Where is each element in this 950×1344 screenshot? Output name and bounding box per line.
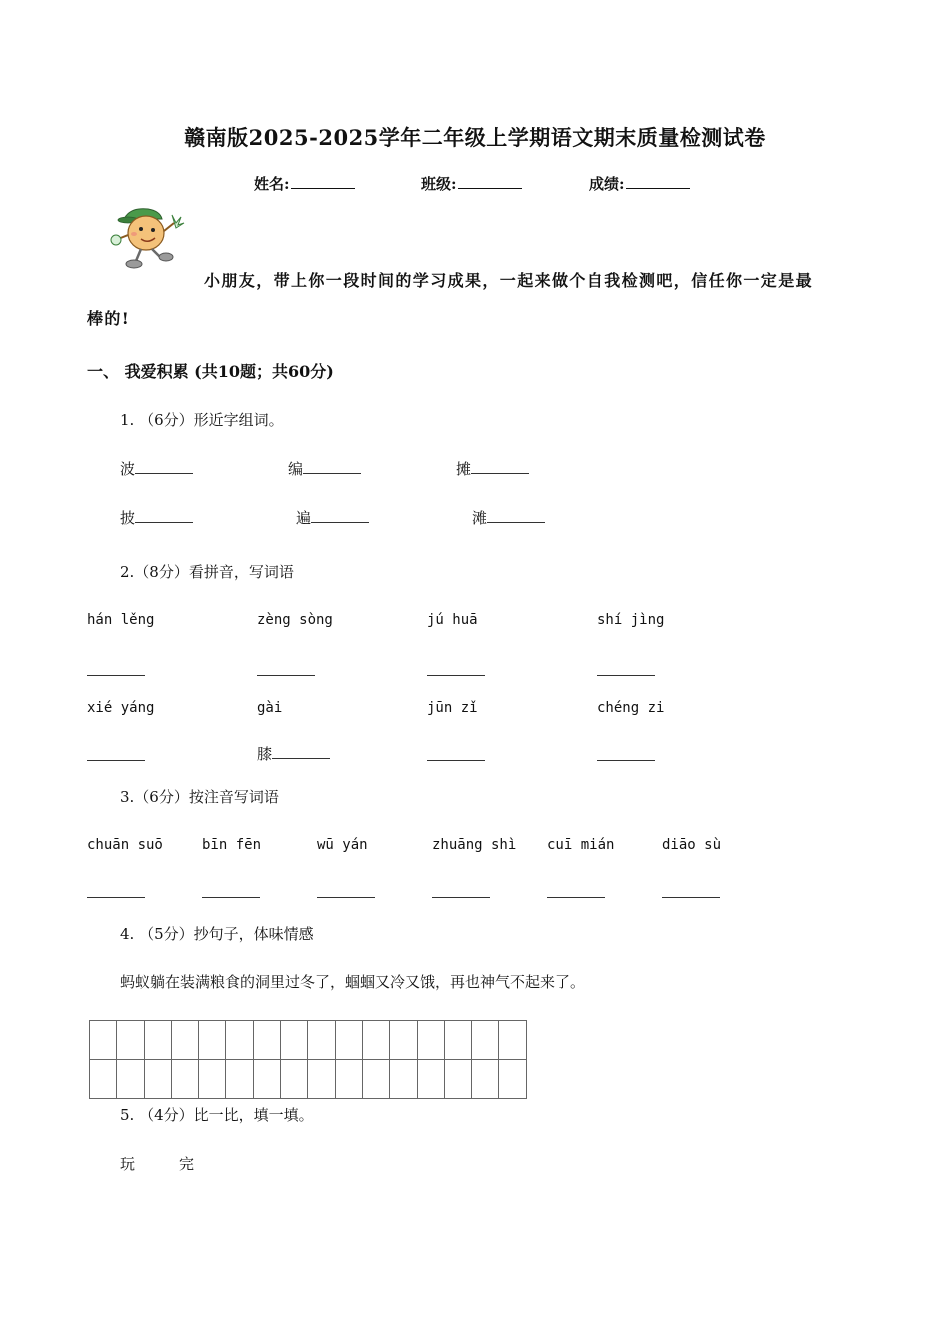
grid-cell[interactable] — [417, 1021, 444, 1060]
class-field — [421, 173, 522, 194]
q1-item — [456, 458, 529, 479]
grid-cell[interactable] — [117, 1021, 144, 1060]
grid-cell[interactable] — [390, 1060, 417, 1099]
q2-pinyin: zèng sòng — [257, 612, 333, 628]
question-3-title: 3.（6分）按注音写词语 — [120, 788, 279, 806]
question-1-title: 1. （6分）形近字组词。 — [120, 411, 284, 429]
grid-cell[interactable] — [472, 1021, 499, 1060]
section-heading: 一、 我爱积累 (共10题；共60分) — [87, 362, 334, 381]
grid-cell[interactable] — [335, 1021, 362, 1060]
q1-item — [288, 458, 361, 479]
answer-blank[interactable] — [317, 897, 375, 898]
name-field — [254, 173, 355, 194]
q3-pinyin: cuī mián — [547, 837, 615, 853]
grid-cell[interactable] — [417, 1060, 444, 1099]
writing-grid — [89, 1020, 527, 1099]
question-4-title: 4. （5分）抄句子，体味情感 — [120, 925, 314, 943]
q3-pinyin: wū yán — [317, 837, 368, 853]
grid-cell[interactable] — [308, 1021, 335, 1060]
answer-blank[interactable] — [597, 675, 655, 676]
grid-cell[interactable] — [226, 1060, 253, 1099]
q3-pinyin: chuān suō — [87, 837, 163, 853]
score-label: 成绩: — [589, 175, 625, 193]
score-blank[interactable] — [626, 174, 690, 189]
q3-pinyin: zhuāng shì — [432, 837, 517, 853]
q2-pinyin: gài — [257, 700, 283, 716]
question-5-title: 5. （4分）比一比，填一填。 — [120, 1106, 314, 1124]
q2-pinyin: chéng zi — [597, 700, 665, 716]
score-field — [589, 173, 690, 194]
grid-cell[interactable] — [499, 1060, 526, 1099]
answer-blank[interactable] — [311, 508, 369, 523]
grid-cell[interactable] — [117, 1060, 144, 1099]
answer-blank[interactable] — [547, 897, 605, 898]
grid-cell[interactable] — [171, 1060, 198, 1099]
q2-pinyin: jūn zǐ — [427, 700, 478, 716]
grid-cell[interactable] — [226, 1021, 253, 1060]
grid-cell[interactable] — [444, 1060, 471, 1099]
answer-blank[interactable] — [257, 675, 315, 676]
q2-pinyin: jú huā — [427, 612, 478, 628]
grid-cell[interactable] — [253, 1021, 280, 1060]
answer-blank[interactable] — [135, 508, 193, 523]
grid-cell[interactable] — [281, 1021, 308, 1060]
q4-sentence: 蚂蚁躺在装满粮食的洞里过冬了，蝈蝈又冷又饿，再也神气不起来了。 — [120, 973, 586, 991]
grid-cell[interactable] — [499, 1021, 526, 1060]
answer-blank[interactable] — [303, 459, 361, 474]
q2-pinyin: hán lěng — [87, 612, 155, 628]
grid-cell[interactable] — [472, 1060, 499, 1099]
q2-prefix-item — [257, 743, 330, 764]
q1-char: 编 — [288, 460, 304, 478]
q2-pinyin: shí jìng — [597, 612, 665, 628]
grid-cell[interactable] — [144, 1060, 171, 1099]
grid-cell[interactable] — [90, 1060, 117, 1099]
q1-item — [472, 507, 545, 528]
q5-char: 玩 — [120, 1155, 136, 1173]
grid-cell[interactable] — [90, 1021, 117, 1060]
q1-item — [120, 507, 193, 528]
grid-row — [90, 1060, 527, 1099]
q1-item — [296, 507, 369, 528]
q1-char: 摊 — [456, 460, 472, 478]
grid-cell[interactable] — [144, 1021, 171, 1060]
grid-cell[interactable] — [308, 1060, 335, 1099]
answer-blank[interactable] — [87, 675, 145, 676]
answer-blank[interactable] — [87, 897, 145, 898]
answer-blank[interactable] — [272, 744, 330, 759]
intro-line-2: 棒的! — [87, 309, 131, 328]
q3-pinyin: diāo sù — [662, 837, 722, 853]
answer-blank[interactable] — [662, 897, 720, 898]
q1-item — [120, 458, 193, 479]
grid-row — [90, 1021, 527, 1060]
q1-char: 遍 — [296, 509, 312, 527]
mascot-illustration — [108, 203, 188, 271]
grid-cell[interactable] — [362, 1060, 389, 1099]
q2-prefix-char: 膝 — [257, 745, 273, 763]
grid-cell[interactable] — [199, 1021, 226, 1060]
answer-blank[interactable] — [202, 897, 260, 898]
answer-blank[interactable] — [471, 459, 529, 474]
answer-blank[interactable] — [597, 760, 655, 761]
grid-cell[interactable] — [444, 1021, 471, 1060]
answer-blank[interactable] — [427, 675, 485, 676]
class-blank[interactable] — [458, 174, 522, 189]
q1-char: 披 — [120, 509, 136, 527]
grid-cell[interactable] — [281, 1060, 308, 1099]
answer-blank[interactable] — [432, 897, 490, 898]
grid-cell[interactable] — [253, 1060, 280, 1099]
grid-cell[interactable] — [335, 1060, 362, 1099]
q1-char: 波 — [120, 460, 136, 478]
name-label: 姓名: — [254, 175, 290, 193]
grid-cell[interactable] — [171, 1021, 198, 1060]
answer-blank[interactable] — [427, 760, 485, 761]
name-blank[interactable] — [291, 174, 355, 189]
q2-pinyin: xié yáng — [87, 700, 155, 716]
grid-cell[interactable] — [362, 1021, 389, 1060]
q1-char: 滩 — [472, 509, 488, 527]
page-title: 赣南版2025-2025学年二年级上学期语文期末质量检测试卷 — [184, 125, 766, 150]
intro-line-1: 小朋友，带上你一段时间的学习成果，一起来做个自我检测吧，信任你一定是最 — [204, 271, 814, 290]
class-label: 班级: — [421, 175, 457, 193]
question-2-title: 2.（8分）看拼音，写词语 — [120, 563, 294, 581]
grid-cell[interactable] — [199, 1060, 226, 1099]
answer-blank[interactable] — [487, 508, 545, 523]
q3-pinyin: bīn fēn — [202, 837, 262, 853]
q5-char: 完 — [179, 1155, 195, 1173]
answer-blank[interactable] — [87, 760, 145, 761]
grid-cell[interactable] — [390, 1021, 417, 1060]
answer-blank[interactable] — [135, 459, 193, 474]
